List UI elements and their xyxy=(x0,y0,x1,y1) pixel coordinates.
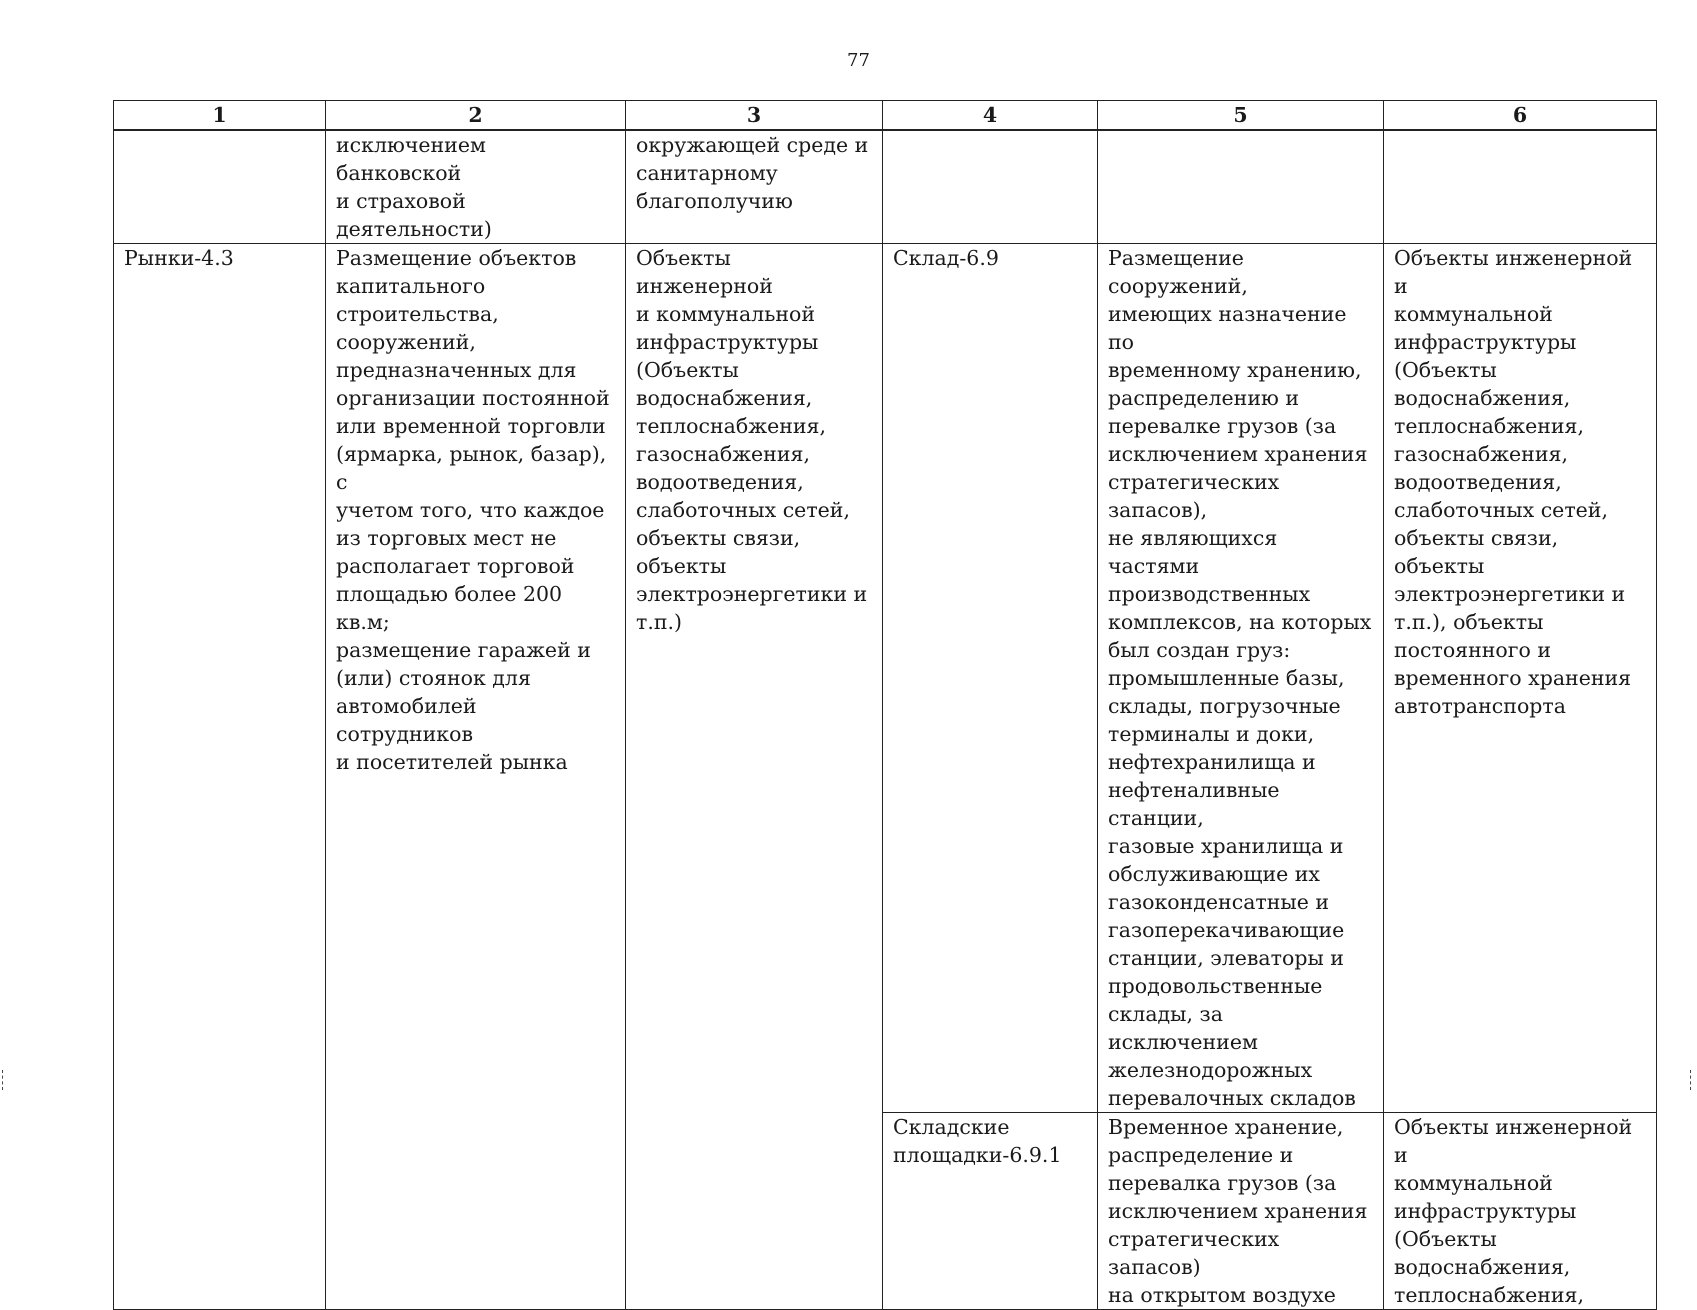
cell-empty xyxy=(883,130,1098,244)
cell-storage-description: Временное хранение, распределение и перевалка грузов (за исключением хранения стратегических запасов) на открытом воздухе xyxy=(1098,1113,1384,1310)
cell-warehouse-description: Размещение сооружений, имеющих назначение по временному хранению, распределению и перевалке грузов (за исключением хранения стратегических запасов), не являющихся частями производственных комплексов, на которых был создан груз: промышленные базы, склады, погрузочные терминалы и доки, нефтехранилища и нефтеналивные станции, газовые хранилища и обслуживающие их газоконденсатные и газоперекачивающие станции, элеваторы и продовольственные склады, за исключением железнодорожных перевалочных складов xyxy=(1098,244,1384,1113)
cell-storage-code: Складские площадки-6.9.1 xyxy=(883,1113,1098,1310)
cell-empty xyxy=(114,130,326,244)
cell-market-code: Рынки-4.3 xyxy=(114,244,326,1310)
cell-market-description: Размещение объектов капитального строительства, сооружений, предназначенных для организации постоянной или временной торговли (ярмарка, рынок, базар), с учетом того, что каждое из торговых мест не располагает торговой площадью более 200 кв.м; размещение гаражей и (или) стоянок для автомобилей сотрудников и посетителей рынка xyxy=(326,244,626,1310)
cell-empty xyxy=(1098,130,1384,244)
column-header-6: 6 xyxy=(1384,101,1657,131)
cell-storage-auxiliary: Объекты инженерной и коммунальной инфраструктуры (Объекты водоснабжения, теплоснабжения, xyxy=(1384,1113,1657,1310)
cell-activity-continuation: исключением банковской и страховой деятельности) xyxy=(326,130,626,244)
column-header-2: 2 xyxy=(326,101,626,131)
column-header-3: 3 xyxy=(626,101,883,131)
page-number: 77 xyxy=(847,50,870,71)
column-header-4: 4 xyxy=(883,101,1098,131)
cell-aux-continuation: окружающей среде и санитарному благополучию xyxy=(626,130,883,244)
header-row xyxy=(114,101,1657,131)
cell-warehouse-auxiliary: Объекты инженерной и коммунальной инфраструктуры (Объекты водоснабжения, теплоснабжения, газоснабжения, водоотведения, слаботочных сетей, объекты связи, объекты электроэнергетики и т.п.), объекты постоянного и временного хранения автотранспорта xyxy=(1384,244,1657,1113)
table-row-continuation xyxy=(114,130,1657,244)
cell-market-auxiliary: Объекты инженерной и коммунальной инфраструктуры (Объекты водоснабжения, теплоснабжения, газоснабжения, водоотведения, слаботочных сетей, объекты связи, объекты электроэнергетики и т.п.) xyxy=(626,244,883,1310)
cell-warehouse-code: Склад-6.9 xyxy=(883,244,1098,1113)
cell-empty xyxy=(1384,130,1657,244)
column-header-5: 5 xyxy=(1098,101,1384,131)
table-row-market-warehouse xyxy=(114,244,1657,1113)
land-use-table xyxy=(113,100,1657,1310)
right-margin-mark xyxy=(1690,1070,1694,1090)
column-header-1: 1 xyxy=(114,101,326,131)
left-margin-mark xyxy=(2,1070,6,1090)
